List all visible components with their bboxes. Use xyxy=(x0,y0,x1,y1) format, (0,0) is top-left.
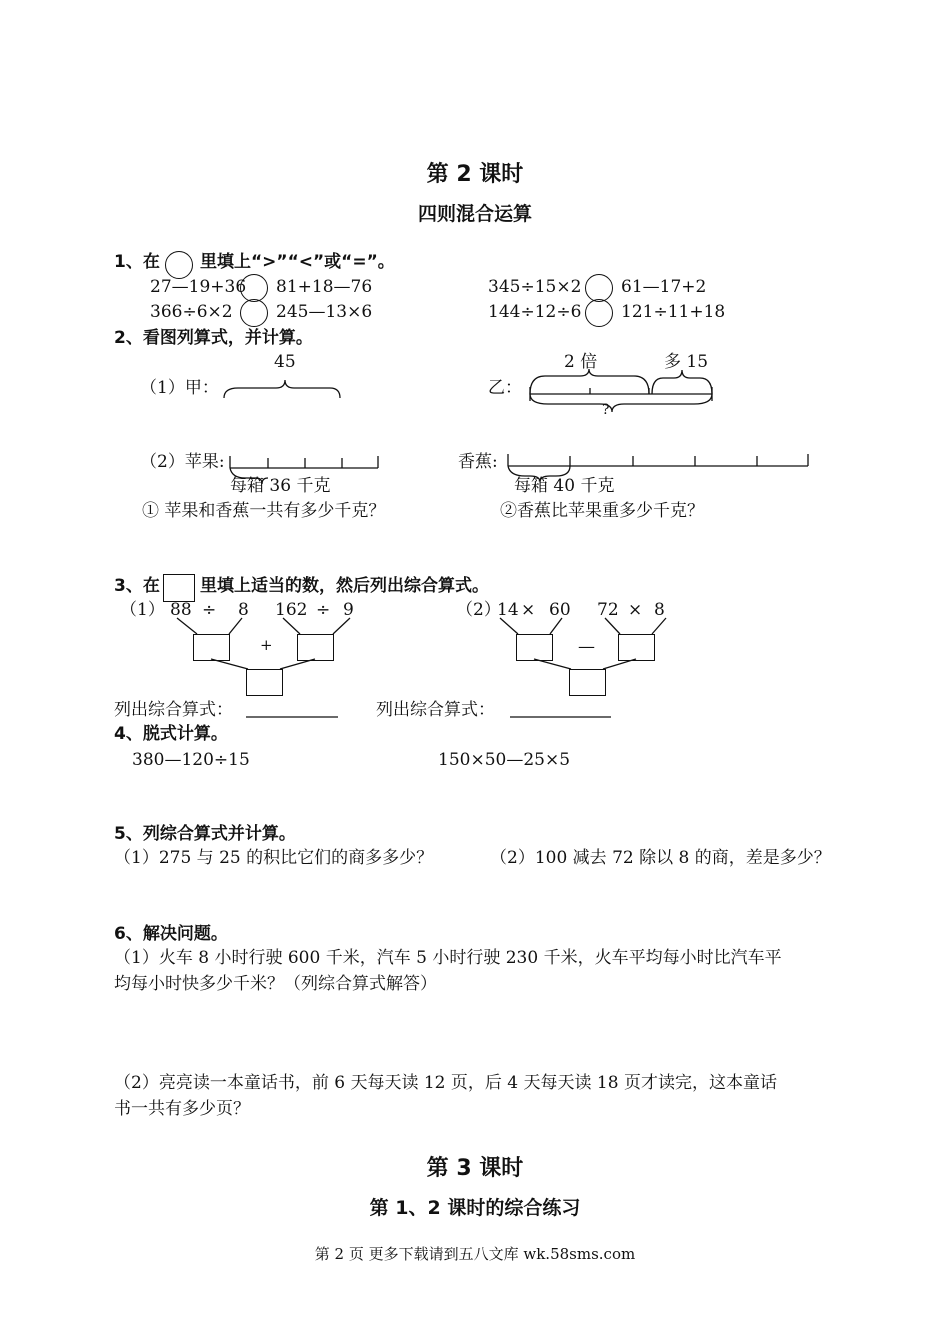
q2-part1-label: （1）甲： xyxy=(140,378,219,398)
q1-expr-4-right: 121÷11+18 xyxy=(621,302,726,322)
q3-part1-mid-op: + xyxy=(260,636,273,654)
q1-expr-4-left: 144÷12÷6 xyxy=(488,302,582,322)
q3-part1-a: 88 xyxy=(170,600,192,620)
q3-formula-label-2: 列出综合算式： xyxy=(376,700,495,720)
q1-expr-2-left: 345÷15×2 xyxy=(488,277,582,297)
q3-part2-a: 14 xyxy=(497,600,519,620)
yi-bottom-brace-total xyxy=(530,394,712,412)
banana-box-brace xyxy=(508,466,570,482)
q1-prefix: 1、在 xyxy=(114,252,160,272)
q6-part2-line1: （2）亮亮读一本童话书，前 6 天每天读 12 页，后 4 天每天读 18 页才读完，这本童话 xyxy=(114,1073,777,1093)
q5-item-1: （1）275 与 25 的积比它们的商多多少？ xyxy=(114,848,434,868)
q6-part1-line1: （1）火车 8 小时行驶 600 千米，汽车 5 小时行驶 230 千米，火车平均每小时比汽车平 xyxy=(114,948,782,968)
q2-question-a: ① 苹果和香蕉一共有多少千克？ xyxy=(142,501,386,521)
q1-expr-3-left: 366÷6×2 xyxy=(150,302,233,322)
q3-part2-op2: × xyxy=(628,600,643,620)
q3-prefix: 3、在 xyxy=(114,576,160,596)
q3-part1-b: 8 xyxy=(238,600,249,620)
q2-yi-question-mark: ? xyxy=(602,402,610,418)
q5-heading: 5、列综合算式并计算。 xyxy=(114,824,296,844)
banana-bar xyxy=(508,454,808,466)
q3-part2-c: 72 xyxy=(597,600,619,620)
q2-heading: 2、看图列算式，并计算。 xyxy=(114,328,313,348)
q1-expr-2-right: 61—17+2 xyxy=(621,277,707,297)
q5-item-2: （2）100 减去 72 除以 8 的商，差是多少？ xyxy=(490,848,831,868)
q4-expr-1: 380—120÷15 xyxy=(132,750,250,770)
q2-yi-times-label: 2 倍 xyxy=(564,352,598,372)
q2-question-b: ②香蕉比苹果重多少千克？ xyxy=(500,501,704,521)
q1-expr-1-right: 81+18—76 xyxy=(276,277,373,297)
q2-apple-per-box: 每箱 36 千克 xyxy=(230,476,331,496)
q6-heading: 6、解决问题。 xyxy=(114,924,228,944)
yi-segment-line xyxy=(530,387,712,401)
q3-part2-op1: × xyxy=(521,600,536,620)
q3-part1-c: 162 xyxy=(275,600,308,620)
q2-banana-label: 香蕉: xyxy=(458,452,498,472)
q2-yi-label: 乙： xyxy=(488,378,522,398)
lesson2-title: 第 2 课时 xyxy=(426,162,524,187)
q3-part1-d: 9 xyxy=(343,600,354,620)
q6-part2-line2: 书一共有多少页？ xyxy=(114,1099,250,1119)
q2-apple-label: （2）苹果: xyxy=(140,452,225,472)
apple-bar xyxy=(230,456,378,468)
q3-part2-label: （2） xyxy=(456,600,501,620)
q3-part2-d: 8 xyxy=(654,600,665,620)
q1-expr-1-left: 27—19+36 xyxy=(150,277,247,297)
lesson3-subtitle: 第 1、2 课时的综合练习 xyxy=(369,1197,581,1219)
apple-box-brace xyxy=(230,468,268,484)
q3-part1-label: （1） xyxy=(120,600,165,620)
yi-top-brace-plus15 xyxy=(652,370,712,394)
q2-jia-value: 45 xyxy=(274,352,296,372)
lesson3-title: 第 3 课时 xyxy=(426,1156,524,1181)
q3-part1-op1: ÷ xyxy=(202,600,217,620)
q3-part2-mid-op: — xyxy=(578,637,595,657)
q1-instruction: 里填上“>”“<”或“=”。 xyxy=(200,252,395,272)
q3-instruction: 里填上适当的数，然后列出综合算式。 xyxy=(200,576,489,596)
q3-part1-op2: ÷ xyxy=(316,600,331,620)
q2-banana-per-box: 每箱 40 千克 xyxy=(514,476,615,496)
q6-part1-line2: 均每小时快多少千米？（列综合算式解答） xyxy=(114,974,437,994)
page-footer: 第 2 页 更多下载请到五八文库 wk.58sms.com xyxy=(314,1245,636,1263)
q3-part2-b: 60 xyxy=(549,600,571,620)
q3-part1-connectors xyxy=(177,618,350,669)
q3-part2-connectors xyxy=(500,618,666,669)
q2-yi-more-label: 多 15 xyxy=(664,352,709,372)
jia-brace xyxy=(224,380,340,398)
q4-expr-2: 150×50—25×5 xyxy=(438,750,571,770)
q3-formula-label-1: 列出综合算式： xyxy=(114,700,233,720)
q4-heading: 4、脱式计算。 xyxy=(114,724,228,744)
q1-expr-3-right: 245—13×6 xyxy=(276,302,373,322)
lesson2-subtitle: 四则混合运算 xyxy=(417,203,532,225)
